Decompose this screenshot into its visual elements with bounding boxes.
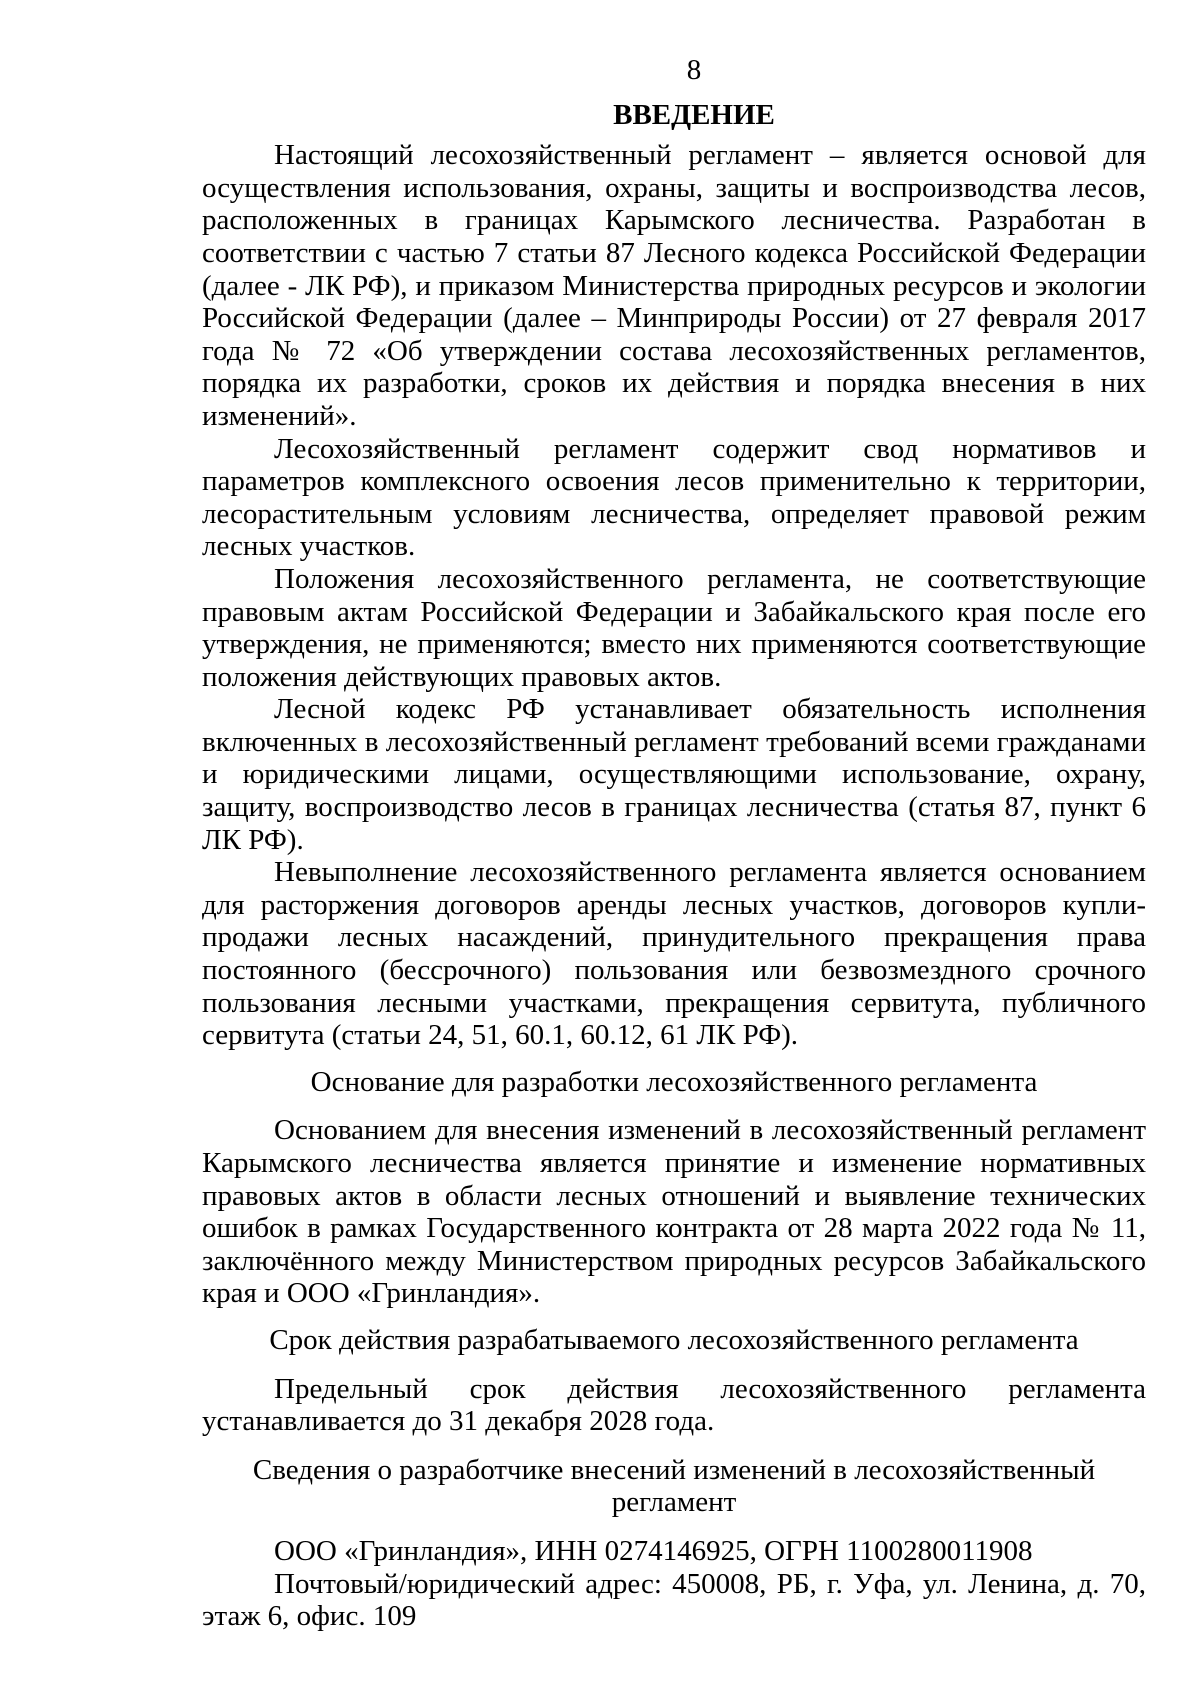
section-title-introduction: ВВЕДЕНИЕ — [613, 98, 775, 131]
developer-company: ООО «Гринландия», ИНН 0274146925, ОГРН 1100280011908 — [274, 1534, 1033, 1567]
intro-paragraph-2: Лесохозяйственный регламент содержит свод нормативов и параметров комплексного освоения лесов применительно к территории, лесорастительным условиям лесничества, определяет правовой режим лесных участков. — [202, 432, 1146, 563]
basis-paragraph: Основанием для внесения изменений в лесохозяйственный регламент Карымского лесничества является принятие и изменение нормативных правовых актов в области лесных отношений и выявление технических ошибок в рамках Государственного контракта от 28 марта 2022 года № 11, заключённого между Министерством природных ресурсов Забайкальского края и ООО «Гринландия». — [202, 1114, 1146, 1310]
intro-paragraph-3: Положения лесохозяйственного регламента, не соответствующие правовым актам Российской Федерации и Забайкальского края после его утверждения, не применяются; вместо них применяются соответствующие положения действующих правовых актов. — [202, 562, 1146, 693]
basis-heading: Основание для разработки лесохозяйственного регламента — [310, 1065, 1038, 1098]
intro-paragraph-5: Невыполнение лесохозяйственного регламента является основанием для расторжения договоров аренды лесных участков, договоров купли-продажи лесных насаждений, принудительного прекращения права постоянного (бессрочного) пользования или безвозмездного срочного пользования лесными участками, прекращения сервитута, публичного сервитута (статьи 24, 51, 60.1, 60.12, 61 ЛК РФ). — [202, 856, 1146, 1052]
intro-paragraph-4: Лесной кодекс РФ устанавливает обязательность исполнения включенных в лесохозяйственный регламент требований всеми гражданами и юридическими лицами, осуществляющими использование, охрану, защиту, воспроизводство лесов в границах лесничества (статья 87, пункт 6 ЛК РФ). — [202, 693, 1146, 856]
developer-heading-line-2: регламент — [611, 1486, 737, 1519]
document-page — [202, 54, 1146, 1633]
term-paragraph: Предельный срок действия лесохозяйственного регламента устанавливается до 31 декабря 2028 года. — [202, 1372, 1146, 1438]
intro-paragraph-1: Настоящий лесохозяйственный регламент – является основой для осуществления использования, охраны, защиты и воспроизводства лесов, расположенных в границах Карымского лесничества. Разработан в соответствии с частью 7 статьи 87 Лесного кодекса Российской Федерации (далее - ЛК РФ), и приказом Министерства природных ресурсов и экологии Российской Федерации (далее – Минприроды России) от 27 февраля 2017 года № 72 «Об утверждении состава лесохозяйственных регламентов, порядка их разработки, сроков их действия и порядка внесения в них изменений». — [202, 139, 1146, 432]
developer-address: Почтовый/юридический адрес: 450008, РБ, г. Уфа, ул. Ленина, д. 70, этаж 6, офис. 109 — [202, 1567, 1146, 1633]
page-number: 8 — [686, 54, 702, 86]
developer-heading-line-1: Сведения о разработчике внесений изменений в лесохозяйственный — [252, 1453, 1096, 1486]
developer-heading — [202, 1454, 1146, 1519]
term-heading: Срок действия разрабатываемого лесохозяйственного регламента — [269, 1323, 1079, 1356]
